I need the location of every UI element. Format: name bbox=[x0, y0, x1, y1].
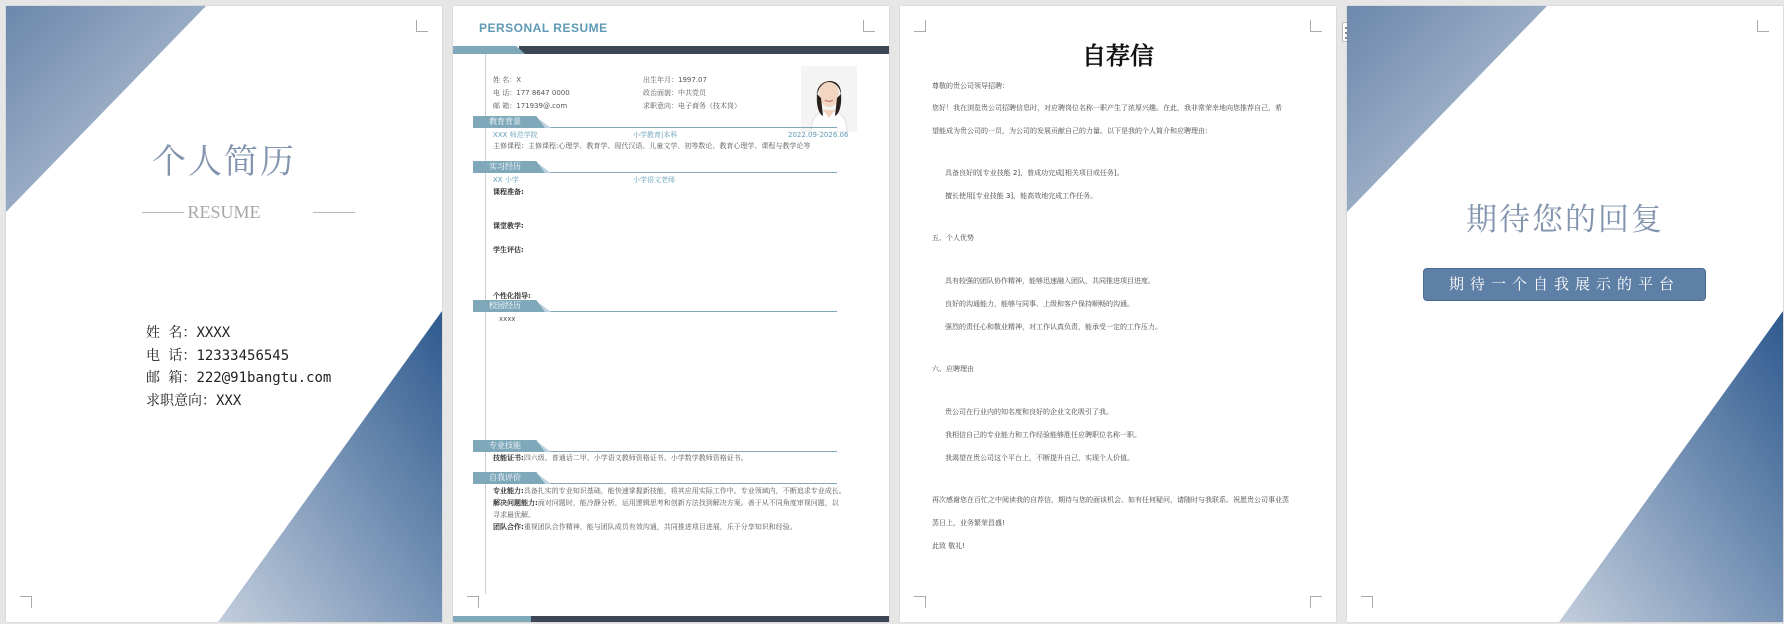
practice-role: 小学语文老师 bbox=[633, 176, 675, 184]
cover-subtitle: RESUME bbox=[187, 202, 261, 222]
campus-content: xxxx bbox=[499, 315, 516, 323]
education-major: 小学教育|本科 bbox=[633, 131, 678, 139]
self-eval-line: 寻求最优解。 bbox=[493, 511, 535, 519]
letter-line: 蒸日上，业务繁荣昌盛! bbox=[932, 519, 1005, 527]
cover-email-row: 邮 箱：222@91bangtu.com bbox=[146, 370, 332, 386]
self-eval-line: 解决问题能力:面对问题时，能冷静分析，运用逻辑思考和创新方法找到解决方案。善于从不同角度审视问题，以 bbox=[493, 499, 839, 507]
education-period: 2022.09-2026.06 bbox=[788, 131, 849, 139]
practice-item: 个性化指导: bbox=[493, 292, 531, 300]
header-bar-dark bbox=[519, 46, 889, 54]
self-eval-line: 团队合作:重视团队合作精神，能与团队成员有效沟通，共同推进项目进展，乐于分享知识和经验。 bbox=[493, 523, 797, 531]
birth-row: 出生年月：1997.07 bbox=[643, 76, 707, 84]
closing-decoration bbox=[1347, 6, 1783, 622]
letter-line: 再次感谢您在百忙之中阅读我的自荐信，期待与您的面谈机会。如有任何疑问，请随时与我联系。祝愿贵公司事业蒸 bbox=[932, 496, 1289, 504]
letter-line: 此致 敬礼! bbox=[932, 542, 966, 550]
education-courses: 主修课程：主修课程:心理学、教育学、现代汉语、儿童文学、初等数论、教育心理学、课程与教学论等 bbox=[493, 142, 811, 150]
footer-bar-dark bbox=[525, 616, 889, 622]
letter-line: 良好的沟通能力，能够与同事、上级和客户保持顺畅的沟通。 bbox=[945, 300, 1134, 308]
cover-letter-page bbox=[900, 6, 1336, 622]
cover-name-row: 姓 名：XXXX bbox=[146, 325, 231, 341]
practice-item: 课程准备: bbox=[493, 188, 524, 196]
bottom-right-triangle bbox=[1559, 311, 1783, 622]
name-row: 姓 名：X bbox=[493, 76, 522, 84]
closing-tagline-badge: 期待一个自我展示的平台 bbox=[1423, 268, 1706, 301]
closing-page bbox=[1347, 6, 1783, 622]
timeline-line bbox=[485, 54, 486, 594]
cover-page bbox=[6, 6, 442, 622]
resume-page: PERSONAL RESUME 姓 名：X 电 话：177 8647 0000 邮 箱：171939@.com 出生年月：1997.07 政治面貌：中共党员 求职意向：电子商务（技术岗） 教育背景 XXX 师范学院 小学教育|本科 2022.09-2026.06 主修课程：主修课程:心理学、教育学、现代汉语、儿童文学、初等数论、教育心理学、课程与教学论等 实习经历 XX 小学 小学语文老师 课程准备: 课堂教学: 学生评估: 个性化指导: 校园经历 xxxx 专业技能 技能证书:四六级、普通话二甲、小学语文教师资格证书、小学数学教师资格证书。 自我评价 专业能力:具备扎实的专业知识基础，能快速掌握新技能，将其应用实际工作中。专业领域内，不断追求专业成长。 解决问题能力:面对问题时，能冷静分析，运用逻辑思考和创新方法找到解决方案。善于从不同角度审视问题，以 寻求最优解。 团队合作:重视团队合作精神，能与团队成员有效沟通，共同推进项目进展，乐于分享知识和经验。 bbox=[453, 6, 889, 622]
cover-contact-info bbox=[146, 322, 331, 412]
practice-item: 课堂教学: bbox=[493, 222, 524, 230]
cover-title: 个人简历 bbox=[152, 142, 296, 182]
skills-row: 技能证书:四六级、普通话二甲、小学语文教师资格证书、小学数学教师资格证书。 bbox=[493, 454, 748, 462]
cover-phone-row: 电 话：12333456545 bbox=[146, 347, 290, 364]
self-eval-line: 专业能力:具备扎实的专业知识基础，能快速掌握新技能，将其应用实际工作中。专业领域内，不断追求专业成长。 bbox=[493, 487, 846, 495]
practice-org: XX 小学 bbox=[493, 176, 519, 184]
letter-line: 强烈的责任心和敬业精神，对工作认真负责，能承受一定的工作压力。 bbox=[945, 323, 1162, 331]
cover-decoration bbox=[6, 6, 442, 622]
practice-item: 学生评估: bbox=[493, 246, 524, 254]
intent-row: 求职意向：电子商务（技术岗） bbox=[643, 102, 741, 110]
letter-line: 六、应聘理由 bbox=[932, 365, 974, 373]
resume-title: PERSONAL RESUME bbox=[479, 21, 608, 35]
letter-title: 自荐信 bbox=[1082, 42, 1154, 70]
phone-row: 电 话：177 8647 0000 bbox=[493, 89, 570, 97]
letter-line: 擅长使用[专业技能 3]，能高效地完成工作任务。 bbox=[945, 192, 1098, 200]
letter-line: 具有较强的团队协作精神，能够迅速融入团队，共同推进项目进度。 bbox=[945, 277, 1155, 285]
email-row: 邮 箱：171939@.com bbox=[493, 102, 568, 110]
top-left-triangle bbox=[1347, 6, 1547, 212]
letter-line: 望能成为贵公司的一员，为公司的发展贡献自己的力量。以下是我的个人简介和应聘理由: bbox=[932, 127, 1208, 135]
letter-line: 我相信自己的专业能力和工作经验能够胜任应聘职位名称一职。 bbox=[945, 431, 1141, 439]
footer-bar-teal bbox=[453, 616, 531, 622]
profile-photo bbox=[801, 66, 857, 132]
politics-row: 政治面貌：中共党员 bbox=[643, 89, 706, 97]
closing-title: 期待您的回复 bbox=[1466, 202, 1664, 238]
letter-line: 贵公司在行业内的知名度和良好的企业文化吸引了我。 bbox=[945, 408, 1113, 416]
letter-line: 您好！我在浏览贵公司招聘信息时，对应聘岗位名称一职产生了浓厚兴趣。在此，我非常荣幸地向您推荐自己，希 bbox=[932, 104, 1282, 112]
letter-line: 我渴望在贵公司这个平台上，不断提升自己，实现个人价值。 bbox=[945, 454, 1134, 462]
letter-line: 尊敬的贵公司领导招聘： bbox=[932, 82, 1009, 90]
letter-line: 五、个人优势 bbox=[932, 234, 974, 242]
header-bar-teal bbox=[453, 46, 525, 54]
letter-line: 具备良好的[专业技能 2]，曾成功完成[相关项目或任务]。 bbox=[945, 169, 1124, 177]
education-school: XXX 师范学院 bbox=[493, 131, 538, 139]
cover-intent-row: 求职意向：XXX bbox=[146, 392, 242, 409]
